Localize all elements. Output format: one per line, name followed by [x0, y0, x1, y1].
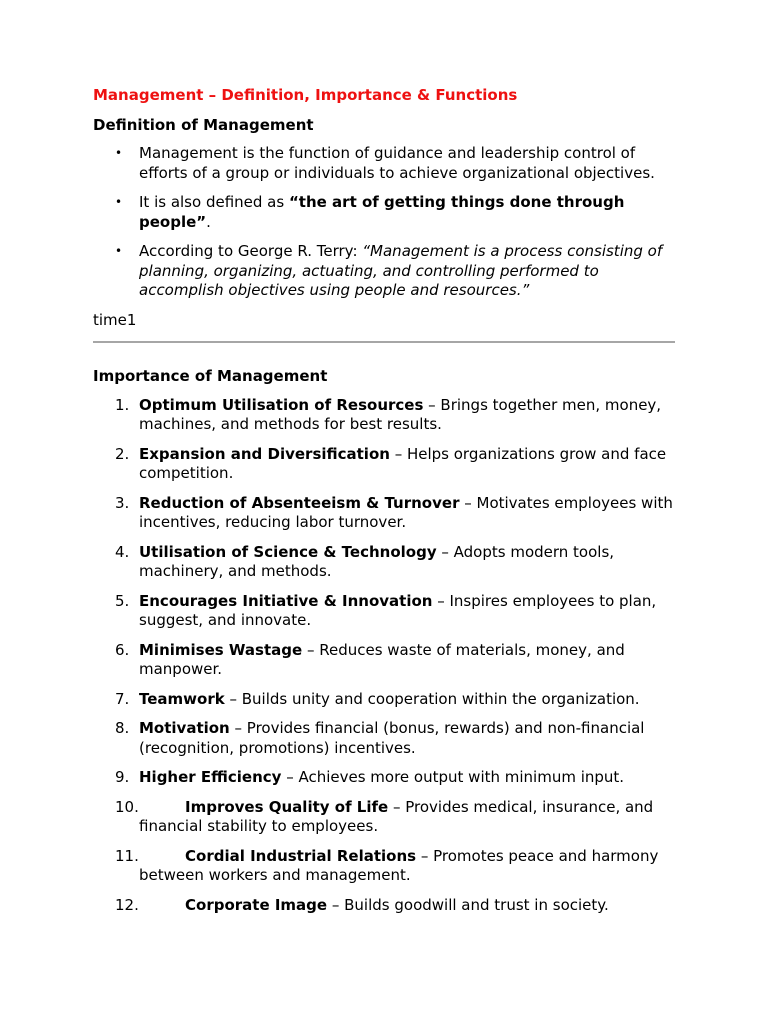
- item-description: – Reduces waste of materials, money, and manpower.: [139, 640, 625, 678]
- bullet-text: According to George R. Terry:: [139, 242, 363, 260]
- item-number: 1.: [115, 395, 130, 414]
- importance-item: [93, 445, 675, 484]
- bullet-text: Management is the function of guidance and leadership control of efforts of a group or individuals to achieve organizational objectives.: [139, 144, 655, 182]
- item-title: Expansion and Diversification: [139, 444, 390, 463]
- importance-item: [93, 768, 675, 788]
- document-body: [93, 86, 675, 925]
- bullet-bold-quote: “the art of getting things done through people”: [139, 193, 625, 231]
- item-description: – Provides medical, insurance, and financial stability to employees.: [139, 797, 654, 835]
- item-number: 6.: [115, 640, 130, 659]
- importance-item: [93, 396, 675, 435]
- definition-heading: Definition of Management: [93, 115, 314, 134]
- item-description: – Adopts modern tools, machinery, and methods.: [139, 542, 615, 580]
- item-description: – Builds unity and cooperation within the organization.: [224, 689, 640, 708]
- importance-heading: Importance of Management: [93, 367, 328, 385]
- importance-list: [93, 396, 675, 916]
- definition-bullet-1: [93, 144, 675, 183]
- importance-item: [93, 543, 675, 582]
- item-title: Improves Quality of Life: [185, 797, 389, 816]
- note-text: time1: [93, 310, 137, 329]
- item-description: – Promotes peace and harmony between workers and management.: [139, 846, 659, 884]
- bullet-text: It is also defined as: [139, 193, 289, 211]
- item-number: 7.: [115, 689, 130, 708]
- importance-item: [93, 719, 675, 758]
- item-number: 12.: [115, 895, 139, 914]
- item-number: 11.: [115, 846, 139, 865]
- item-number: 3.: [115, 493, 130, 512]
- item-description: – Motivates employees with incentives, reducing labor turnover.: [139, 493, 673, 531]
- item-number: 5.: [115, 591, 130, 610]
- item-title: Optimum Utilisation of Resources: [139, 395, 424, 414]
- definition-bullet-2: [93, 193, 675, 232]
- item-title: Corporate Image: [185, 895, 328, 914]
- importance-item: [93, 896, 675, 916]
- bullet-text-end: .: [206, 212, 211, 231]
- section-divider: [93, 341, 675, 343]
- item-description: – Helps organizations grow and face competition.: [139, 444, 667, 482]
- bullet-marker: •: [115, 244, 123, 258]
- item-number: 2.: [115, 444, 130, 463]
- importance-item: [93, 641, 675, 680]
- item-number: 4.: [115, 542, 130, 561]
- item-title: Teamwork: [139, 689, 225, 708]
- item-description: – Achieves more output with minimum input.: [281, 768, 625, 786]
- definition-bullet-3: [93, 242, 675, 301]
- item-description: – Inspires employees to plan, suggest, and innovate.: [139, 591, 657, 629]
- item-title: Reduction of Absenteeism & Turnover: [139, 493, 460, 512]
- bullet-italic-quote: “Management is a process consisting of planning, organizing, actuating, and controlling performed to accomplish objectives using people and resources.”: [139, 242, 663, 299]
- item-number: 9.: [115, 768, 130, 786]
- item-description: – Provides financial (bonus, rewards) and non-financial (recognition, promotions) incentives.: [139, 719, 645, 757]
- item-title: Higher Efficiency: [139, 768, 282, 786]
- importance-item: [93, 847, 675, 886]
- item-description: – Brings together men, money, machines, and methods for best results.: [139, 395, 662, 433]
- item-number: 8.: [115, 719, 130, 737]
- bullet-marker: •: [115, 195, 123, 209]
- importance-item: [93, 494, 675, 533]
- importance-item: [93, 592, 675, 631]
- document-title: Management – Definition, Importance & Functions: [93, 86, 518, 104]
- bullet-marker: •: [115, 146, 123, 160]
- item-title: Cordial Industrial Relations: [185, 846, 417, 865]
- importance-item: [93, 690, 675, 710]
- item-title: Encourages Initiative & Innovation: [139, 591, 433, 610]
- item-title: Motivation: [139, 719, 230, 737]
- importance-item: [93, 798, 675, 837]
- item-description: – Builds goodwill and trust in society.: [327, 895, 609, 914]
- item-title: Minimises Wastage: [139, 640, 303, 659]
- item-title: Utilisation of Science & Technology: [139, 542, 437, 561]
- item-number: 10.: [115, 797, 139, 816]
